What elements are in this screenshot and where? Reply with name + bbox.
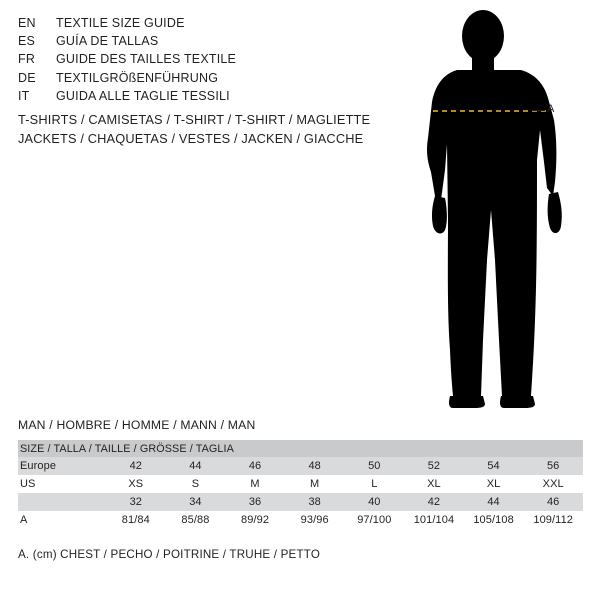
table-cell: 56 — [523, 457, 583, 475]
language-code: FR — [18, 52, 36, 67]
footnote-chest-measurement: A. (cm) CHEST / PECHO / POITRINE / TRUHE / PETTO — [18, 548, 321, 561]
table-cell: XS — [106, 475, 166, 493]
table-cell: 105/108 — [464, 511, 524, 529]
table-cell: M — [225, 475, 285, 493]
table-cell: 42 — [404, 493, 464, 511]
table-cell: 48 — [285, 457, 345, 475]
row-label: A — [18, 511, 106, 529]
table-cell: 109/112 — [523, 511, 583, 529]
language-row-it — [18, 87, 418, 105]
table-cell: 46 — [523, 493, 583, 511]
row-label: US — [18, 475, 106, 493]
table-cell: M — [285, 475, 345, 493]
table-cell: 81/84 — [106, 511, 166, 529]
language-text: TEXTILE SIZE GUIDE — [56, 16, 185, 30]
table-header-label: SIZE / TALLA / TAILLE / GRÖSSE / TAGLIA — [18, 440, 583, 457]
table-cell: 34 — [166, 493, 226, 511]
table-cell: L — [345, 475, 405, 493]
table-cell: 89/92 — [225, 511, 285, 529]
row-label: Europe — [18, 457, 106, 475]
table-row — [18, 493, 583, 511]
size-table — [18, 440, 583, 529]
category-tshirts: T-SHIRTS / CAMISETAS / T-SHIRT / T-SHIRT / MAGLIETTE — [18, 112, 371, 127]
row-label — [18, 493, 106, 511]
size-table-wrapper — [18, 440, 583, 529]
language-row-de — [18, 69, 418, 87]
language-text: GUÍA DE TALLAS — [56, 34, 159, 49]
language-code: ES — [18, 34, 36, 49]
language-text: GUIDE DES TAILLES TEXTILE — [56, 52, 237, 67]
table-cell: 50 — [345, 457, 405, 475]
language-row-en — [18, 14, 418, 32]
table-cell: 85/88 — [166, 511, 226, 529]
table-cell: 42 — [106, 457, 166, 475]
table-row — [18, 475, 583, 493]
table-cell: 44 — [166, 457, 226, 475]
table-cell: XL — [404, 475, 464, 493]
table-cell: 46 — [225, 457, 285, 475]
table-cell: 32 — [106, 493, 166, 511]
male-silhouette-figure — [395, 10, 600, 410]
table-cell: 52 — [404, 457, 464, 475]
marker-leader-line — [532, 110, 545, 111]
language-list — [18, 14, 418, 105]
table-cell: 54 — [464, 457, 524, 475]
table-cell: 93/96 — [285, 511, 345, 529]
table-cell: 97/100 — [345, 511, 405, 529]
language-text: TEXTILGRÖßENFÜHRUNG — [56, 70, 219, 85]
category-headings — [18, 110, 438, 148]
table-row — [18, 457, 583, 475]
table-header-row — [18, 440, 583, 457]
table-cell: 40 — [345, 493, 405, 511]
table-cell: XXL — [523, 475, 583, 493]
table-cell: 44 — [464, 493, 524, 511]
language-code: IT — [18, 88, 30, 103]
marker-label-a: A — [547, 103, 555, 115]
language-text: GUIDA ALLE TAGLIE TESSILI — [56, 88, 230, 103]
language-code: EN — [18, 16, 36, 30]
table-cell: 36 — [225, 493, 285, 511]
section-heading-man: MAN / HOMBRE / HOMME / MANN / MAN — [18, 418, 256, 432]
table-cell: S — [166, 475, 226, 493]
category-jackets: JACKETS / CHAQUETAS / VESTES / JACKEN / GIACCHE — [18, 131, 364, 146]
language-code: DE — [18, 70, 36, 85]
table-cell: XL — [464, 475, 524, 493]
language-row-es — [18, 32, 418, 50]
silhouette-svg — [395, 10, 600, 410]
language-row-fr — [18, 50, 418, 68]
table-cell: 101/104 — [404, 511, 464, 529]
table-cell: 38 — [285, 493, 345, 511]
table-row — [18, 511, 583, 529]
